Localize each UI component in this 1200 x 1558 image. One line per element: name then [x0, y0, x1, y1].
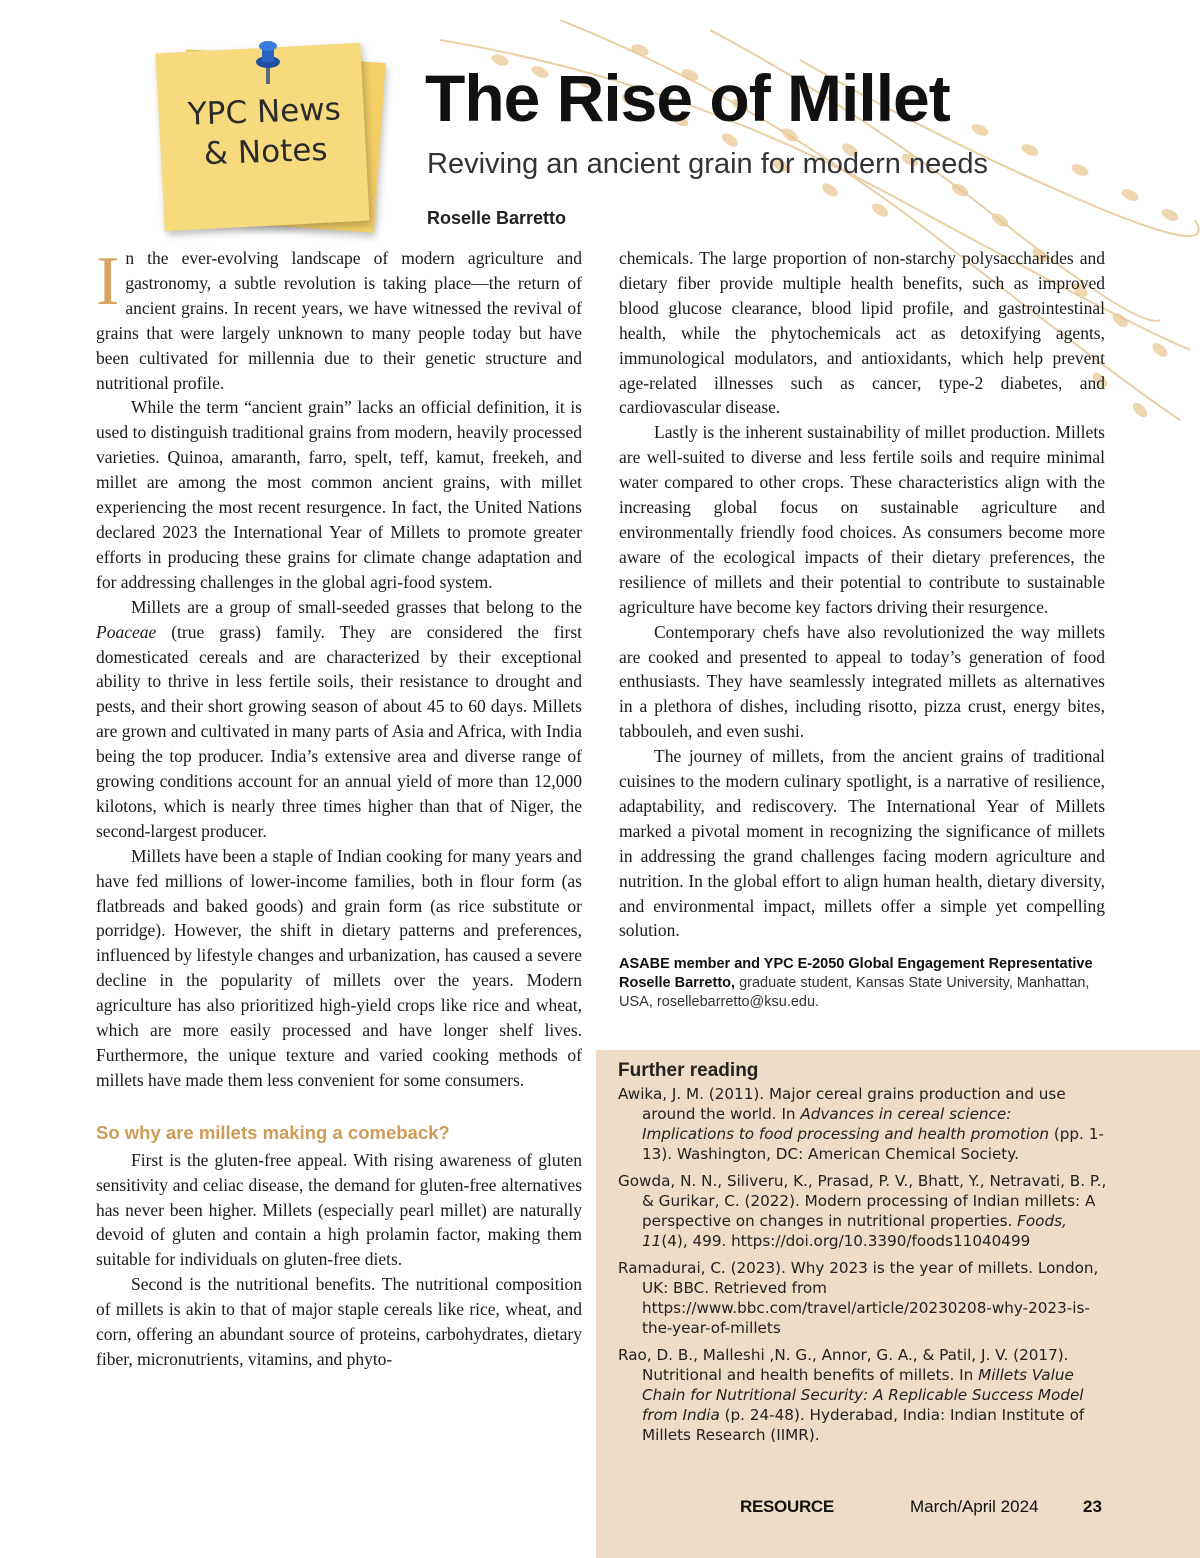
footer-issue-date: March/April 2024 [910, 1497, 1039, 1516]
further-reading-box [596, 1050, 1200, 1558]
ref-italic: Advances in cereal science: Implications to food processing and health promotion [642, 1105, 1049, 1143]
author-bio-text: graduate student, Kansas State University, Manhattan, USA, rosellebarretto@ksu.edu. [619, 975, 1090, 1011]
paragraph-text: Millets are a group of small-seeded grasses that belong to the [131, 596, 582, 617]
drop-cap: I [96, 243, 120, 320]
further-reading-heading: Further reading [618, 1060, 759, 1081]
paragraph: chemicals. The large proportion of non-starchy polysaccharides and dietary fiber provide multiple health benefits, such as improved blood glucose clearance, blood lipid profile, and gastrointestinal health, while the phytochemicals act as detoxifying agents, immunological modulators, and antioxidants, which help prevent age-related illnesses such as cancer, type-2 diabetes, and cardiovascular disease. [619, 248, 1105, 418]
paragraph: Second is the nutritional benefits. The nutritional composition of millets is akin to that of major staple cereals like rice, wheat, and corn, offering an abundant source of proteins, carbohydrates, dietary fiber, micronutrients, vitamins, and phyto- [96, 1274, 582, 1369]
section-heading: So why are millets making a comeback? [96, 1121, 450, 1143]
right-column [619, 246, 1105, 1012]
paragraph: Millets have been a staple of Indian cooking for many years and have fed millions of lower-income families, both in flour form (as flatbreads and baked goods) and grain form (as rice substitute or porridge). However, the shift in dietary patterns and preferences, influenced by lifestyle changes and urbanization, has caused a severe decline in the popularity of millets over the years. Modern agriculture has also prioritized high-yield crops like rice and wheat, which are more easily processed and have longer shelf lives. Furthermore, the unique texture and varied cooking methods of millets have made them less convenient for some consumers. [96, 845, 582, 1090]
ref-text: (4), 499. https://doi.org/10.3390/foods11040499 [661, 1232, 1031, 1250]
footer-publication: RESOURCE [740, 1497, 834, 1516]
note-line-1: YPC News [187, 91, 342, 133]
note-line-2: & Notes [203, 131, 329, 173]
reference-item [618, 1084, 1108, 1164]
ref-text: (p. 24-48). Hyderabad, India: Indian Institute of Millets Research (IIMR). [642, 1406, 1085, 1444]
article-author: Roselle Barretto [427, 208, 567, 228]
footer-page-number: 23 [1083, 1497, 1102, 1516]
reference-list [618, 1084, 1108, 1452]
paragraph: Lastly is the inherent sustainability of millet production. Millets are well-suited to diverse and less fertile soils and require minimal water compared to other crops. These characteristics align with the increasing global focus on sustainable agriculture and environmentally friendly food choices. As consumers become more aware of the ecological impacts of their dietary preferences, the resilience of millets and their potential to contribute to sustainable agriculture have become key factors driving their resurgence. [619, 422, 1105, 617]
reference-item [618, 1258, 1108, 1338]
reference-item [618, 1345, 1108, 1445]
paragraph: The journey of millets, from the ancient grains of traditional cuisines to the modern culinary spotlight, is a narrative of resilience, adaptability, and rediscovery. The International Year of Millets marked a pivotal moment in recognizing the significance of millets in addressing the grand challenges facing modern agriculture and nutrition. In the global effort to align human health, dietary diversity, and environmental impact, millets offer a simple yet compelling solution. [619, 746, 1105, 941]
ref-italic: Millets Value Chain for Nutritional Security: A Replicable Success Model from India [642, 1366, 1084, 1424]
ypc-note-label [179, 89, 352, 175]
ref-text: Ramadurai, C. (2023). Why 2023 is the year of millets. London, UK: BBC. Retrieved from https://www.bbc.com/travel/article/20230208-why-2023-is-the-year-of-millets [618, 1259, 1099, 1337]
article-title: The Rise of Millet [425, 61, 950, 135]
ypc-sticky-note [150, 40, 390, 240]
intro-paragraph [96, 243, 582, 395]
ref-text: Awika, J. M. (2011). Major cereal grains production and use around the world. In [618, 1085, 1066, 1123]
author-bio-bold: ASABE member and YPC E-2050 Global Engagement Representative Roselle Barretto, [619, 956, 1093, 992]
paragraph: Contemporary chefs have also revolutionized the way millets are cooked and presented to appeal to today’s generation of food enthusiasts. They have seamlessly integrated millets as alternatives in a plethora of dishes, including risotto, pizza crust, energy bites, tabbouleh, and even sushi. [619, 621, 1105, 742]
ref-text: Rao, D. B., Malleshi ,N. G., Annor, G. A., & Patil, J. V. (2017). Nutritional and health benefits of millets. In [618, 1346, 1069, 1384]
italic-term: Poaceae [96, 621, 157, 642]
paragraph: First is the gluten-free appeal. With rising awareness of gluten sensitivity and celiac disease, the demand for gluten-free alternatives has never been higher. Millets (especially pearl millet) are naturally devoid of gluten and contain a high prolamin factor, making them suitable for individuals on gluten-free diets. [96, 1149, 582, 1270]
paragraph-text: (true grass) family. They are considered the first domesticated cereals and are characterized by their exceptional ability to thrive in less fertile soils, their resistance to drought and pests, and their short growing season of about 45 to 60 days. Millets are grown and cultivated in many parts of Asia and Africa, with India being the top producer. India’s extensive area and diverse range of growing conditions account for an annual yield of more than 12,000 kilotons, which is nearly three times higher than that of Niger, the second-largest producer. [96, 621, 582, 841]
paragraph: While the term “ancient grain” lacks an official definition, it is used to distinguish traditional grains from modern, heavily processed varieties. Quinoa, amaranth, farro, spelt, teff, kamut, freekeh, and millet are among the most common ancient grains, with millet experiencing the most recent resurgence. In fact, the United Nations declared 2023 the International Year of Millets to promote greater efforts in producing these grains for climate change adaptation and for addressing challenges in the global agri-food system. [96, 397, 582, 592]
pushpin-icon [250, 40, 286, 86]
paragraph [96, 595, 582, 844]
ref-text: (pp. 1-13). Washington, DC: American Chemical Society. [642, 1125, 1104, 1163]
ref-italic: Foods, 11 [642, 1212, 1067, 1250]
intro-text: n the ever-evolving landscape of modern agriculture and gastronomy, a subtle revolution is taking place—the return of ancient grains. In recent years, we have witnessed the revival of grains that were largely unknown to many people today but have been cultivated for millennia due to their genetic structure and nutritional profile. [96, 248, 582, 393]
article-subtitle: Reviving an ancient grain for modern needs [427, 148, 988, 180]
ref-text: Gowda, N. N., Siliveru, K., Prasad, P. V., Bhatt, Y., Netravati, B. P., & Gurikar, C. (2022). Modern processing of Indian millets: A perspective on changes in nutritional properties. [618, 1172, 1107, 1230]
author-bio [619, 955, 1105, 1012]
left-column [96, 243, 582, 1372]
reference-item [618, 1171, 1108, 1251]
